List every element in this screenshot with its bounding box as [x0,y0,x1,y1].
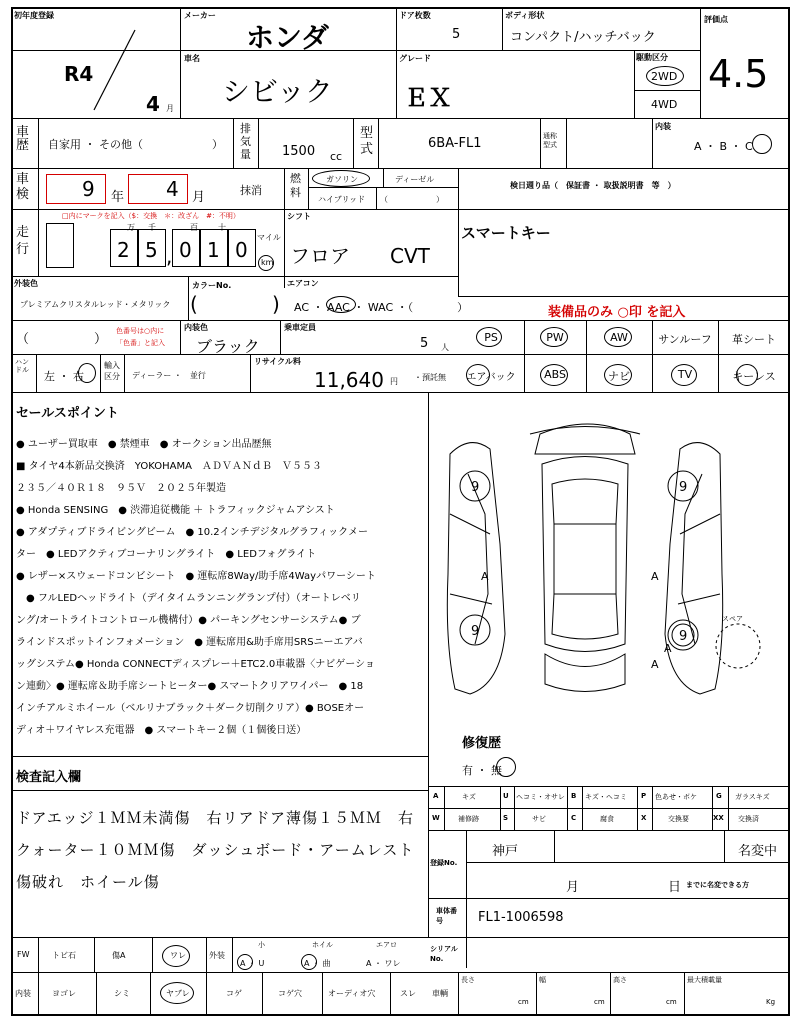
sales-text: ● ユーザー買取車 ● 禁煙車 ● オークション出品歴無 ■ タイヤ4本新品交換済 YOKOHAMA ＡＤＶＡＮｄＢ Ｖ５５３ ２３５／４０Ｒ１８ ９５Ｖ ２０２５年製造 ● Honda SENSING ● 渋滞追従機能 ＋ トラフィックジャムアシスト ● アダプティブドライビングビーム ● 10.2インチデジタルグラフィックメー ター ● LEDアクティブコーナリングライト ● LEDフォグライト ● レザー×スウェードコンビシート ● 運転席8Way/助手席4Wayパワーシート ● フルLEDヘッドライト（デイタイムランニングランプ付）（オートレベリ ング/オートライトコントロール機構付）● パーキングセンサーシステム● ブ ラインドスポットインフォメーション ● 運転席用&助手席用SRSニーエアバ ッグシステム● Honda CONNECTディスプレー＋ETC2.0車載器〈ナビゲーショ ン連動〉● 運転席＆助手席シートヒーター● スマートクリアワイパー ● 18 インチアルミホイール（ベルリナブラック＋ダーク切削クリア）● BOSEオー ディオ＋ワイヤレス充電器 ● スマートキー２個（１個後日送） [16,439,376,736]
repair-value: 有 ・ 無 [462,764,502,777]
body-value: コンパクト/ハッチバック [510,30,656,45]
recycle-unit: 円 [390,377,398,386]
mileage-digit-2: 5 [145,238,158,262]
displacement-unit: cc [330,150,343,163]
inspection-label: 車検 [16,172,30,202]
mileage-comma: , [166,244,173,268]
shift-label: シフト [287,212,311,221]
legend-desc-g: ガラスキズ [735,793,770,801]
recycle-label: リサイクル料 [254,357,301,366]
inspection-month: 4 [166,177,179,201]
vin-label: 車体番号 [436,907,457,925]
fuel-label: 燃料 [290,172,301,199]
color-paren: （ ） [16,332,108,347]
legend-desc-b: キズ・ヘコミ [585,793,627,801]
damage-mark-right-1: A [651,570,659,583]
int-wear[interactable]: スレ [400,989,416,998]
legend-desc-w: 補修跡 [458,815,479,823]
legend-code-a: A [433,792,439,800]
ac-aac-circle [326,296,356,313]
legend-desc-xx: 交換済 [738,815,759,823]
documents: 検日週り品（ 保証書 ・ 取扱説明書 等 ） [510,181,676,190]
handle-right-circle [78,363,96,383]
fw-chip[interactable]: トビ石 [52,951,76,960]
maker-value: ホンダ [246,21,329,54]
score-label: 評価点 [704,15,728,24]
damage-mark-right-2: A [664,642,672,655]
int-dirt[interactable]: ヨゴレ [52,989,76,998]
fw-crack-circle [162,945,190,967]
interior-grade: A ・ B ・ C [694,140,753,153]
grade-label: グレード [399,54,431,63]
smart-key: スマートキー [461,224,551,242]
handle-value: 左 ・ 右 [44,370,84,383]
mileage-unit-man: 万 [127,223,135,232]
inspection-year-box [46,174,106,204]
equip-keyless[interactable]: キーレス [732,370,776,383]
equip-airbag[interactable]: エアバック [466,372,516,383]
serial-label: シリアルNo. [430,945,458,963]
reg-day: 日 [668,880,682,895]
ac-value: AC ・ AAC ・ WAC ・（ ） [294,301,469,314]
drive-label: 駆動区分 [636,53,668,62]
color-no-paren-close: ) [272,292,280,316]
ext-small-circle [237,954,253,970]
equip-navi[interactable]: ナビ [608,370,630,383]
repair-none-circle [496,757,516,777]
equip-tv-circle [671,364,697,386]
height-unit: cm [666,998,677,1006]
fuel-diesel[interactable]: ディーゼル [395,175,435,184]
height-label: 高さ [613,976,627,984]
history-close: ） [212,138,223,151]
inspect-text: ドアエッジ１ＭＭ未満傷 右リアドア薄傷１５ＭＭ 右 クォーター１０ＭＭ傷 ダッシュボード・アームレスト 傷破れ ホイール傷 [16,809,415,891]
equip-leather[interactable]: 革シート [732,333,776,346]
equip-aw-circle [604,327,632,347]
legend-code-u: U [503,792,509,800]
mileage-unit-sen: 千 [148,223,156,232]
ext-label: 外装 [209,951,225,960]
reg-label: 初年度登録 [14,11,54,20]
history-value: 自家用 ・ その他（ [48,138,143,151]
mileage-km-circle [258,255,274,271]
capacity-value: 5 [420,336,429,351]
fuel-gas-circle [312,170,370,187]
reg-year: R4 [64,62,94,86]
recycle-deposit: ・預託無 [414,373,446,382]
ext-color-label: 外装色 [14,279,38,288]
car-diagram [430,394,788,724]
length-unit: cm [518,998,529,1006]
ext-small-label: 小 [258,941,265,949]
fw-label: FW [17,950,30,959]
ext-aero-label: エアロ [376,941,397,949]
fuel-hybrid[interactable]: ハイブリッド [318,195,366,204]
model-value: 6BA-FL1 [428,136,482,151]
reg-place: 神戸 [492,844,519,859]
interior-c-circle [752,134,772,154]
recycle-value: 11,640 [314,368,384,392]
legend-code-xx: XX [713,814,724,822]
width-unit: cm [594,998,605,1006]
legend-desc-x: 交換要 [668,815,689,823]
mileage-digit-3: 0 [179,238,192,262]
mileage-lakh-box [46,223,74,268]
doors-label: ドア枚数 [399,11,431,20]
capacity-label: 乗車定員 [284,323,316,332]
reg-month-unit: 月 [166,104,174,113]
legend-code-p: P [641,792,647,800]
length-label: 長さ [461,976,475,984]
ext-small-value: A ・ U [240,959,265,968]
ext-wheel-value: A ・ 曲 [304,959,331,968]
reg-deadline: までに名変できる方 [686,881,749,889]
fuel-paren: （ ） [380,195,444,204]
int-burn-hole[interactable]: コゲ穴 [278,989,302,998]
handle-label: ハンドル [15,358,29,374]
damage-mark-right-3: A [651,658,659,671]
mileage-digit-5: 0 [235,238,248,262]
int-tear-circle [160,982,194,1004]
ext-aero-value: A ・ ワレ [366,959,401,968]
mileage-label: 走行 [16,225,30,257]
inspection-dereg: 抹消 [240,184,262,197]
legend-code-c: C [571,814,577,822]
model-label: 型式 [360,126,374,157]
int-color-label: 内装色 [184,323,208,332]
ext-wheel-label: ホイル [312,941,333,949]
legend-desc-a: キズ [462,793,476,801]
doors-value: 5 [452,27,461,42]
repair-label: 修復歴 [462,736,502,751]
color-note-1: 色番号は○内に [116,327,165,335]
legend-desc-p: 色あせ・ボケ [655,793,697,801]
fw-crack[interactable]: ワレ [170,951,186,960]
tire-front-right: 9 [679,480,688,495]
equipment-title: 装備品のみ ○印 を記入 [548,305,686,320]
equip-abs-circle [540,364,568,386]
damage-mark-left: A [481,570,489,583]
mileage-unit-juu: 十 [218,223,226,232]
inspection-year: 9 [82,177,95,201]
int-burn[interactable]: コゲ [226,989,242,998]
shift-value: フロア CVT [290,244,430,268]
inspection-month-box [128,174,188,204]
legend-code-x: X [641,814,647,822]
drive-4wd[interactable]: 4WD [651,98,678,111]
equip-navi-circle [604,364,632,386]
fuel-gas[interactable]: ガソリン [326,175,358,184]
color-no-paren-open: ( [190,292,198,316]
legend-code-w: W [432,814,440,822]
inspect-title: 検査記入欄 [16,770,82,785]
legend-code-g: G [716,792,722,800]
int-color-value: ブラック [196,337,260,356]
reg-change: 名変中 [738,844,778,859]
inspection-month-unit: 月 [192,190,206,205]
reg-no-label: 登録No. [430,859,458,867]
vin-value: FL1-1006598 [478,910,564,925]
body-label: ボディ形状 [505,11,545,20]
width-label: 幅 [539,976,546,984]
int-label: 内装 [15,989,31,998]
legend-desc-s: サビ [532,815,546,823]
ext-color-value: プレミアムクリスタルレッド・メタリック [20,300,171,309]
sales-title: セールスポイント [16,406,119,421]
import-value: ディーラー ・ 並行 [132,371,206,380]
history-label: 車歴 [16,125,30,153]
grade-value: ＥＸ [404,84,452,112]
equip-keyless-circle [736,364,758,386]
drive-2wd[interactable]: 2WD [651,70,678,83]
mileage-note: □内にマークを記入（$：交換 ＊：改ざん #：不明） [62,212,240,220]
equip-tv[interactable]: TV [677,368,693,381]
size-label: 車輌 [432,989,448,998]
inspection-year-unit: 年 [111,190,125,205]
car-label: 車名 [184,54,200,63]
mileage-unit-km: km [261,258,274,267]
equip-ps-circle [476,327,502,347]
legend-desc-u: ヘコミ・オサレ [516,793,565,801]
ext-wheel-circle [301,954,317,970]
equip-pw[interactable]: PW [546,331,564,344]
common-model-label: 通称型式 [543,132,557,149]
equip-airbag-circle [466,364,490,386]
int-stain[interactable]: シミ [114,989,130,998]
equip-ps[interactable]: PS [484,331,498,344]
int-tear[interactable]: ヤブレ [166,989,190,998]
drive-2wd-circle [646,66,684,86]
ac-label: エアコン [287,279,319,288]
equip-sunroof[interactable]: サンルーフ [658,333,712,346]
int-audio-hole[interactable]: オーディオ穴 [328,989,376,998]
mileage-unit-mile: マイル [257,233,281,242]
spare-label: スペア [722,615,743,623]
mileage-digit-4: 1 [207,238,220,262]
legend-desc-c: 腐食 [600,815,614,823]
color-no-label: カラーNo. [192,281,232,290]
load-unit: Kg [766,998,776,1006]
equip-abs[interactable]: ABS [544,368,566,381]
reg-slash [90,28,140,113]
color-note-2: 「色番」と記入 [116,339,165,347]
legend-code-s: S [503,814,509,822]
tire-front-left: 9 [471,480,480,495]
load-label: 最大積載量 [687,976,722,984]
displacement-label: 排気量 [240,122,251,161]
interior-label: 内装 [655,122,671,131]
displacement-value: 1500 [282,144,316,159]
score-value: 4.5 [708,52,769,96]
tire-rear-left: 9 [471,624,480,639]
maker-label: メーカー [184,11,216,20]
reg-month: 月 [566,880,580,895]
mileage-unit-hyaku: 百 [190,223,198,232]
import-label: 輸入区分 [104,361,120,381]
legend-code-b: B [571,792,577,800]
fw-scratch[interactable]: 傷A [112,951,126,960]
mileage-digit-1: 2 [117,238,130,262]
car-name: シビック [222,75,333,108]
equip-aw[interactable]: AW [610,331,628,344]
capacity-unit: 人 [441,343,449,352]
tire-rear-right: 9 [679,629,688,644]
equip-pw-circle [540,327,568,347]
reg-month: 4 [146,92,160,116]
